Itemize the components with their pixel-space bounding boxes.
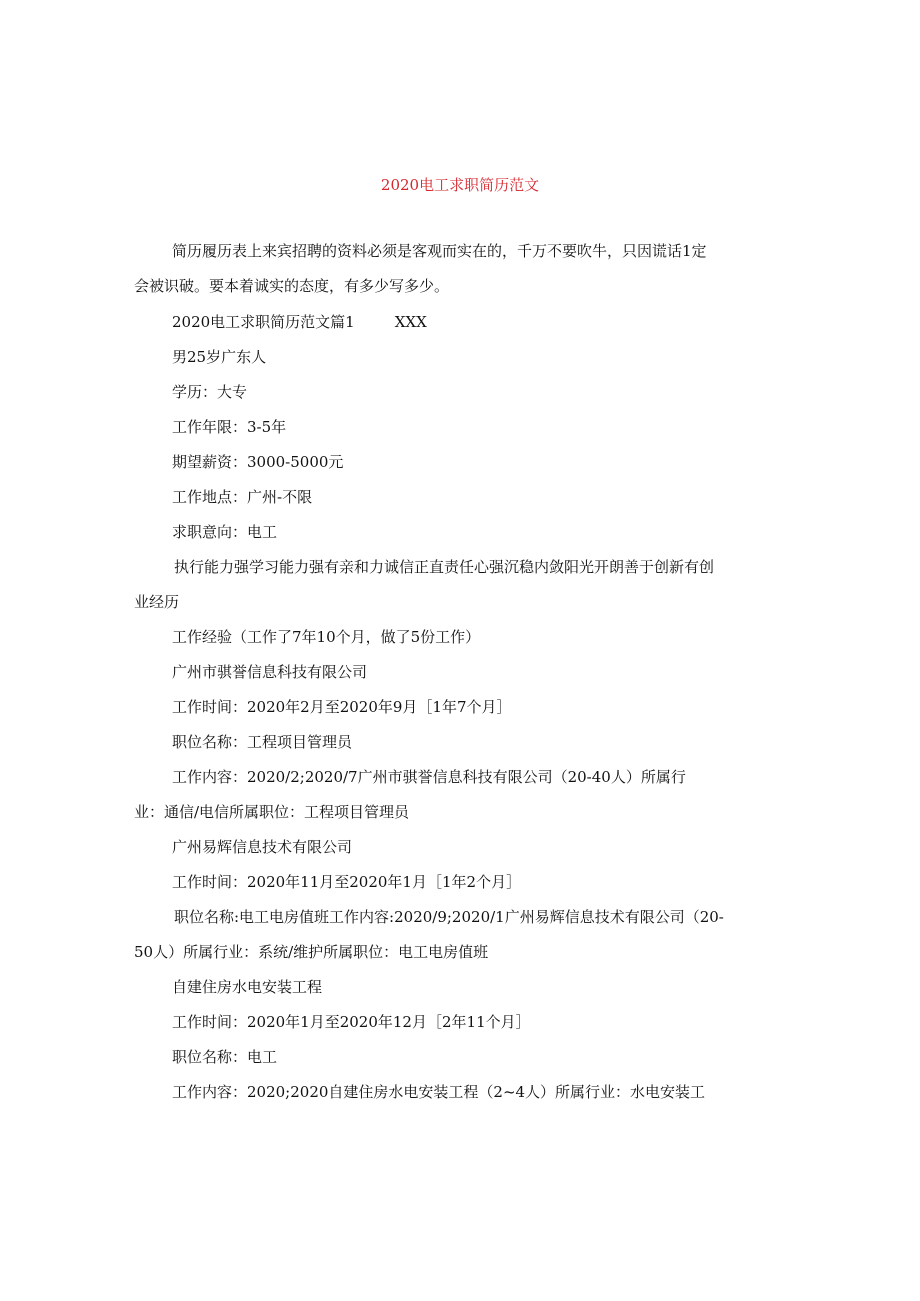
job3-position: 职位名称：电工 [172,1048,278,1066]
job1-time: 工作时间：2020年2月至2020年9月［1年7个月］ [172,698,512,716]
job1-content-line-1: 工作内容：2020/2;2020/7广州市骐誉信息科技有限公司（20-40人）所属行 [172,768,686,786]
expected-salary: 期望薪资：3000-5000元 [172,453,344,471]
work-years: 工作年限：3-5年 [172,418,287,436]
job3-company: 自建住房水电安装工程 [172,978,323,996]
job3-time: 工作时间：2020年1月至2020年12月［2年11个月］ [172,1013,531,1031]
job1-company: 广州市骐誉信息科技有限公司 [172,663,368,681]
job2-company: 广州易辉信息技术有限公司 [172,838,353,856]
intro-line-2: 会被识破。要本着诚实的态度，有多少写多少。 [134,277,450,295]
job3-content-line-1: 工作内容：2020;2020自建住房水电安装工程（2~4人）所属行业：水电安装工 [172,1083,706,1101]
job-intent: 求职意向：电工 [172,523,278,541]
intro-line-1: 简历履历表上来宾招聘的资料必须是客观而实在的，千万不要吹牛，只因谎话1定 [172,242,707,260]
gender-age-origin: 男25岁广东人 [172,348,267,366]
resume-heading-name: XXX [394,313,427,331]
resume-heading-label: 2020电工求职简历范文篇1 [172,313,355,331]
work-location: 工作地点：广州-不限 [172,488,313,506]
education: 学历：大专 [172,383,248,401]
job1-position: 职位名称：工程项目管理员 [172,733,353,751]
work-experience: 工作经验（工作了7年10个月，做了5份工作） [172,628,481,646]
traits-line-2: 业经历 [134,593,180,611]
resume-heading [172,311,427,333]
traits-line-1: 执行能力强学习能力强有亲和力诚信正直责任心强沉稳内敛阳光开朗善于创新有创 [174,558,715,576]
job2-content-line-2: 50人）所属行业：系统/维护所属职位：电工电房值班 [134,943,489,961]
job2-content-line-1: 职位名称:电工电房值班工作内容:2020/9;2020/1广州易辉信息技术有限公司（20- [174,908,724,926]
job2-time: 工作时间：2020年11月至2020年1月［1年2个月］ [172,873,522,891]
job1-content-line-2: 业：通信/电信所属职位：工程项目管理员 [134,803,410,821]
document-title: 2020电工求职简历范文 [380,176,540,194]
